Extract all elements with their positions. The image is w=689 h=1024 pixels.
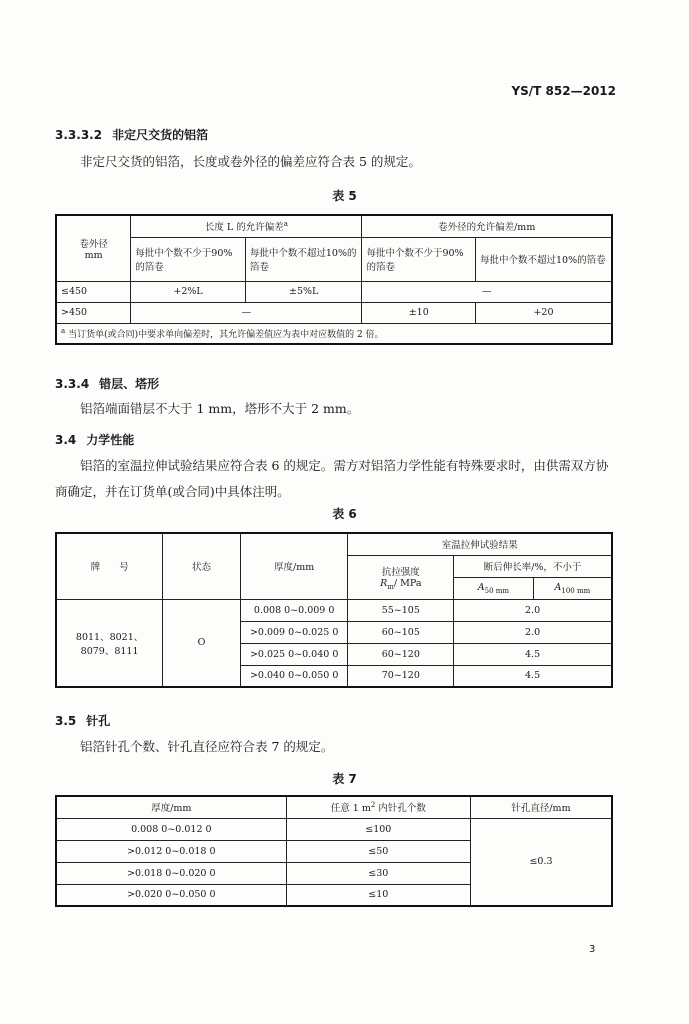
table-6 [55, 532, 613, 688]
table-cell: +20 [476, 302, 612, 323]
table-cell: >0.020 0~0.050 0 [56, 884, 286, 906]
table7-caption: 表 7 [332, 772, 357, 786]
table-cell: ±5%L [245, 281, 362, 302]
table6-header-strength: 抗拉强度 $R_m/$ MPa [348, 555, 454, 599]
section-number: 3.3.3.2 [55, 128, 103, 142]
table7-diameter-cell: ≤0.3 [470, 818, 612, 906]
table-cell: >0.009 0~0.025 0 [240, 621, 348, 643]
table-cell: 2.0 [454, 621, 612, 643]
table-row [56, 281, 612, 302]
table-7 [55, 795, 613, 907]
section-title: 针孔 [86, 714, 111, 728]
table-cell: 60~120 [348, 643, 454, 665]
table-cell: 4.5 [454, 665, 612, 687]
table5-subheader: 每批中个数不少于90%的箔卷 [362, 237, 476, 281]
table-cell: 4.5 [454, 643, 612, 665]
paragraph-3332: 非定尺交货的铝箔，长度或卷外径的偏差应符合表 5 的规定。 [80, 154, 421, 169]
table-row [56, 818, 612, 840]
table-cell: >0.025 0~0.040 0 [240, 643, 348, 665]
table-cell: ≤100 [286, 818, 470, 840]
table6-header-a50: $A_{50 mm}$ [454, 577, 534, 599]
paragraph-334: 铝箔端面错层不大于 1 mm，塔形不大于 2 mm。 [80, 401, 360, 416]
table-cell: 70~120 [348, 665, 454, 687]
table5-subheader: 每批中个数不超过10%的箔卷 [476, 237, 612, 281]
table-cell: 55~105 [348, 599, 454, 621]
table-cell: 60~105 [348, 621, 454, 643]
table-cell: — [362, 281, 612, 302]
table6-header-a100: $A_{100 mm}$ [533, 577, 612, 599]
table5-subheader: 每批中个数不少于90%的箔卷 [131, 237, 246, 281]
table7-header-count: 任意 1 $m^2$ 内针孔个数 [286, 796, 470, 818]
table-cell: ±10 [362, 302, 476, 323]
table5-subheader: 每批中个数不超过10%的箔卷 [245, 237, 362, 281]
section-title: 错层、塔形 [99, 377, 160, 391]
table-cell: ≤450 [56, 281, 131, 302]
table6-header-elongation: 断后伸长率/%，不小于 [454, 555, 612, 577]
section-number: 3.4 [55, 433, 77, 447]
section-title: 非定尺交货的铝箔 [112, 128, 209, 142]
table-cell: >0.012 0~0.018 0 [56, 840, 286, 862]
table-cell: 2.0 [454, 599, 612, 621]
table-cell: >450 [56, 302, 131, 323]
table6-header-thickness: 厚度/mm [240, 533, 348, 599]
table6-grade-cell: 8011、8021、8079、8111 [56, 599, 163, 687]
table-cell: — [131, 302, 362, 323]
table-5 [55, 214, 613, 345]
table-cell: ≤10 [286, 884, 470, 906]
table-cell: ≤30 [286, 862, 470, 884]
table-row [56, 302, 612, 323]
table-cell: 0.008 0~0.009 0 [240, 599, 348, 621]
paragraph-35: 铝箔针孔个数、针孔直径应符合表 7 的规定。 [80, 739, 334, 754]
standard-code: YS/T 852—2012 [511, 84, 616, 98]
table-cell: 0.008 0~0.012 0 [56, 818, 286, 840]
table-row [56, 599, 612, 621]
table5-caption: 表 5 [332, 189, 357, 203]
table5-header-diameter: 卷外径的允许偏差/mm [362, 215, 612, 237]
table6-header-tensile: 室温拉伸试验结果 [348, 533, 612, 555]
table7-header-thickness: 厚度/mm [56, 796, 286, 818]
table-cell: >0.040 0~0.050 0 [240, 665, 348, 687]
table5-header-outer-diameter: 卷外径 mm [56, 215, 131, 281]
section-heading-334 [55, 375, 159, 392]
table-cell: >0.018 0~0.020 0 [56, 862, 286, 884]
section-heading-34 [55, 431, 134, 448]
paragraph-34: 铝箔的室温拉伸试验结果应符合表 6 的规定。需方对铝箔力学性能有特殊要求时，由供需双方协商确定，并在订货单(或合同)中具体注明。 [55, 458, 609, 499]
table6-header-temper: 状态 [163, 533, 241, 599]
table6-header-grade: 牌 号 [56, 533, 163, 599]
page-number: 3 [589, 944, 596, 955]
table6-caption: 表 6 [332, 507, 357, 521]
section-number: 3.3.4 [55, 377, 90, 391]
table-cell: ≤50 [286, 840, 470, 862]
table5-footnote: $^a$ 当订货单(或合同)中要求单向偏差时，其允许偏差值应为表中对应数值的 2 倍。 [56, 323, 612, 344]
table5-header-length: 长度 L 的允许偏差$^a$ [131, 215, 362, 237]
table6-temper-cell: O [163, 599, 241, 687]
section-title: 力学性能 [86, 433, 135, 447]
section-heading-35 [55, 712, 110, 729]
section-heading-3332 [55, 126, 208, 143]
table-cell: +2%L [131, 281, 246, 302]
section-number: 3.5 [55, 714, 77, 728]
table7-header-diameter: 针孔直径/mm [470, 796, 612, 818]
